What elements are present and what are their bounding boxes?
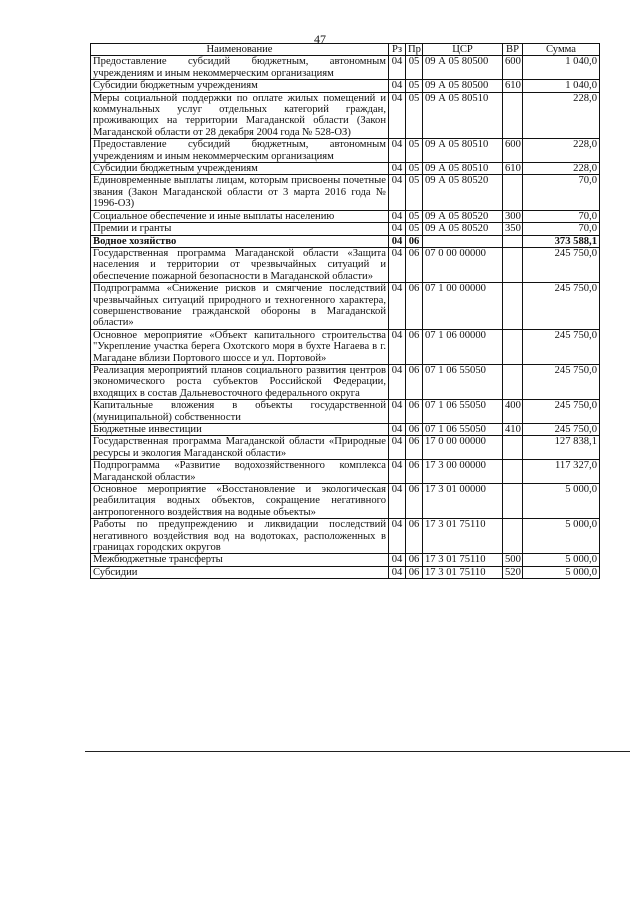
cell-name: Предоставление субсидий бюджетным, автономным учреждениям и иным некоммерческим организациям (91, 139, 389, 163)
header-vr: ВР (503, 44, 523, 56)
cell-vr: 300 (503, 210, 523, 222)
table-row (91, 436, 600, 460)
cell-vr: 520 (503, 566, 523, 578)
cell-name: Основное мероприятие «Объект капитального строительства "Укрепление участка берега Охотского моря в бухте Нагаева в г. Магадане вблизи Портового шоссе и ул. Портовой» (91, 329, 389, 364)
cell-name: Государственная программа Магаданской области «Природные ресурсы и экология Магаданской области» (91, 436, 389, 460)
header-csr: ЦСР (423, 44, 503, 56)
cell-csr: 17 0 00 00000 (423, 436, 503, 460)
cell-rz: 04 (389, 329, 406, 364)
cell-name: Премии и гранты (91, 223, 389, 235)
cell-csr: 17 3 01 75110 (423, 554, 503, 566)
cell-sum: 245 750,0 (523, 364, 600, 399)
cell-name: Государственная программа Магаданской области «Защита населения и территории от чрезвычайных ситуаций и обеспечение пожарной безопасности в Магаданской области» (91, 247, 389, 282)
cell-pr: 05 (406, 80, 423, 92)
table-row (91, 92, 600, 139)
cell-sum: 228,0 (523, 92, 600, 139)
cell-pr: 06 (406, 235, 423, 247)
cell-csr: 07 1 06 55050 (423, 364, 503, 399)
cell-pr: 06 (406, 519, 423, 554)
cell-vr (503, 484, 523, 519)
header-pr: Пр (406, 44, 423, 56)
table-row (91, 235, 600, 247)
cell-pr: 06 (406, 566, 423, 578)
cell-csr: 09 А 05 80510 (423, 92, 503, 139)
cell-csr: 07 1 00 00000 (423, 283, 503, 330)
cell-rz: 04 (389, 460, 406, 484)
cell-vr: 600 (503, 56, 523, 80)
cell-name: Водное хозяйство (91, 235, 389, 247)
table-row (91, 283, 600, 330)
cell-rz: 04 (389, 519, 406, 554)
cell-vr: 600 (503, 139, 523, 163)
cell-vr (503, 364, 523, 399)
cell-sum: 228,0 (523, 139, 600, 163)
cell-vr (503, 235, 523, 247)
cell-name: Подпрограмма «Снижение рисков и смягчение последствий чрезвычайных ситуаций природного и техногенного характера, совершенствование гражданской обороны в Магаданской области» (91, 283, 389, 330)
cell-name: Социальное обеспечение и иные выплаты населению (91, 210, 389, 222)
cell-pr: 06 (406, 364, 423, 399)
cell-csr: 17 3 01 00000 (423, 484, 503, 519)
cell-rz: 04 (389, 210, 406, 222)
table-row (91, 566, 600, 578)
cell-sum: 245 750,0 (523, 424, 600, 436)
cell-pr: 06 (406, 424, 423, 436)
cell-sum: 245 750,0 (523, 247, 600, 282)
cell-sum: 1 040,0 (523, 56, 600, 80)
cell-sum: 5 000,0 (523, 519, 600, 554)
cell-pr: 05 (406, 92, 423, 139)
cell-pr: 05 (406, 56, 423, 80)
cell-csr: 09 А 05 80520 (423, 210, 503, 222)
table-header-row (91, 44, 600, 56)
cell-csr: 07 1 06 55050 (423, 400, 503, 424)
cell-rz: 04 (389, 235, 406, 247)
cell-sum: 245 750,0 (523, 283, 600, 330)
cell-rz: 04 (389, 223, 406, 235)
table-row (91, 175, 600, 210)
cell-rz: 04 (389, 139, 406, 163)
cell-vr: 400 (503, 400, 523, 424)
budget-table (90, 43, 600, 579)
cell-csr: 09 А 05 80510 (423, 139, 503, 163)
table-row (91, 364, 600, 399)
cell-vr: 350 (503, 223, 523, 235)
table-row (91, 460, 600, 484)
cell-name: Предоставление субсидий бюджетным, автономным учреждениям и иным некоммерческим организациям (91, 56, 389, 80)
cell-csr: 09 А 05 80510 (423, 163, 503, 175)
cell-name: Капитальные вложения в объекты государственной (муниципальной) собственности (91, 400, 389, 424)
cell-rz: 04 (389, 56, 406, 80)
cell-csr: 09 А 05 80520 (423, 175, 503, 210)
cell-sum: 1 040,0 (523, 80, 600, 92)
cell-pr: 06 (406, 554, 423, 566)
cell-name: Субсидии бюджетным учреждениям (91, 163, 389, 175)
cell-rz: 04 (389, 92, 406, 139)
cell-rz: 04 (389, 484, 406, 519)
header-sum: Сумма (523, 44, 600, 56)
cell-csr: 07 1 06 00000 (423, 329, 503, 364)
cell-csr: 09 А 05 80500 (423, 56, 503, 80)
cell-name: Субсидии бюджетным учреждениям (91, 80, 389, 92)
cell-pr: 05 (406, 175, 423, 210)
table-row (91, 223, 600, 235)
table-row (91, 56, 600, 80)
cell-name: Субсидии (91, 566, 389, 578)
cell-sum: 245 750,0 (523, 400, 600, 424)
cell-rz: 04 (389, 175, 406, 210)
table-row (91, 554, 600, 566)
cell-sum: 127 838,1 (523, 436, 600, 460)
cell-vr (503, 329, 523, 364)
cell-vr (503, 175, 523, 210)
cell-pr: 06 (406, 436, 423, 460)
cell-csr: 07 1 06 55050 (423, 424, 503, 436)
cell-name: Подпрограмма «Развитие водохозяйственного комплекса Магаданской области» (91, 460, 389, 484)
cell-sum: 70,0 (523, 223, 600, 235)
table-row (91, 139, 600, 163)
cell-rz: 04 (389, 163, 406, 175)
cell-rz: 04 (389, 247, 406, 282)
cell-rz: 04 (389, 364, 406, 399)
table-body (91, 56, 600, 579)
cell-name: Бюджетные инвестиции (91, 424, 389, 436)
cell-sum: 117 327,0 (523, 460, 600, 484)
cell-pr: 06 (406, 400, 423, 424)
cell-sum: 5 000,0 (523, 554, 600, 566)
cell-name: Меры социальной поддержки по оплате жилых помещений и коммунальных услуг отдельных категорий граждан, проживающих на территории Магаданской области (Закон Магаданской области от 28 декабря 2004 года № 528-ОЗ) (91, 92, 389, 139)
cell-rz: 04 (389, 283, 406, 330)
cell-name: Реализация мероприятий планов социального развития центров экономического роста субъектов Российской Федерации, входящих в состав Дальневосточного федерального округа (91, 364, 389, 399)
cell-pr: 06 (406, 484, 423, 519)
cell-pr: 05 (406, 163, 423, 175)
cell-sum: 70,0 (523, 175, 600, 210)
cell-pr: 06 (406, 283, 423, 330)
cell-csr: 09 А 05 80500 (423, 80, 503, 92)
table-row (91, 519, 600, 554)
cell-pr: 06 (406, 460, 423, 484)
cell-name: Межбюджетные трансферты (91, 554, 389, 566)
table-row (91, 247, 600, 282)
table-row (91, 163, 600, 175)
cell-sum: 5 000,0 (523, 566, 600, 578)
table-row (91, 210, 600, 222)
header-name: Наименование (91, 44, 389, 56)
cell-csr: 17 3 00 00000 (423, 460, 503, 484)
cell-sum: 373 588,1 (523, 235, 600, 247)
page-number: 47 (314, 32, 326, 46)
table-row (91, 484, 600, 519)
table-row (91, 80, 600, 92)
cell-vr (503, 247, 523, 282)
cell-csr (423, 235, 503, 247)
cell-vr (503, 436, 523, 460)
cell-vr: 610 (503, 80, 523, 92)
table-row (91, 400, 600, 424)
cell-rz: 04 (389, 424, 406, 436)
cell-vr (503, 460, 523, 484)
cell-vr: 500 (503, 554, 523, 566)
table-row (91, 424, 600, 436)
cell-sum: 5 000,0 (523, 484, 600, 519)
cell-sum: 228,0 (523, 163, 600, 175)
cell-vr: 410 (503, 424, 523, 436)
cell-vr (503, 283, 523, 330)
cell-csr: 07 0 00 00000 (423, 247, 503, 282)
cell-pr: 05 (406, 210, 423, 222)
cell-name: Работы по предупреждению и ликвидации последствий негативного воздействия вод на водотоках, расположенных в границах городских округов (91, 519, 389, 554)
cell-rz: 04 (389, 400, 406, 424)
cell-csr: 09 А 05 80520 (423, 223, 503, 235)
cell-pr: 05 (406, 223, 423, 235)
cell-csr: 17 3 01 75110 (423, 566, 503, 578)
cell-rz: 04 (389, 436, 406, 460)
bottom-divider (85, 751, 630, 752)
cell-name: Единовременные выплаты лицам, которым присвоены почетные звания (Закон Магаданской области от 3 марта 2016 года № 1996-ОЗ) (91, 175, 389, 210)
cell-rz: 04 (389, 566, 406, 578)
cell-sum: 245 750,0 (523, 329, 600, 364)
cell-csr: 17 3 01 75110 (423, 519, 503, 554)
cell-pr: 05 (406, 139, 423, 163)
cell-sum: 70,0 (523, 210, 600, 222)
cell-vr (503, 519, 523, 554)
cell-name: Основное мероприятие «Восстановление и экологическая реабилитация водных объектов, сокращение негативного антропогенного воздействия на водные объекты» (91, 484, 389, 519)
cell-rz: 04 (389, 80, 406, 92)
header-rz: Рз (389, 44, 406, 56)
cell-rz: 04 (389, 554, 406, 566)
table-row (91, 329, 600, 364)
cell-vr: 610 (503, 163, 523, 175)
cell-vr (503, 92, 523, 139)
cell-pr: 06 (406, 329, 423, 364)
cell-pr: 06 (406, 247, 423, 282)
